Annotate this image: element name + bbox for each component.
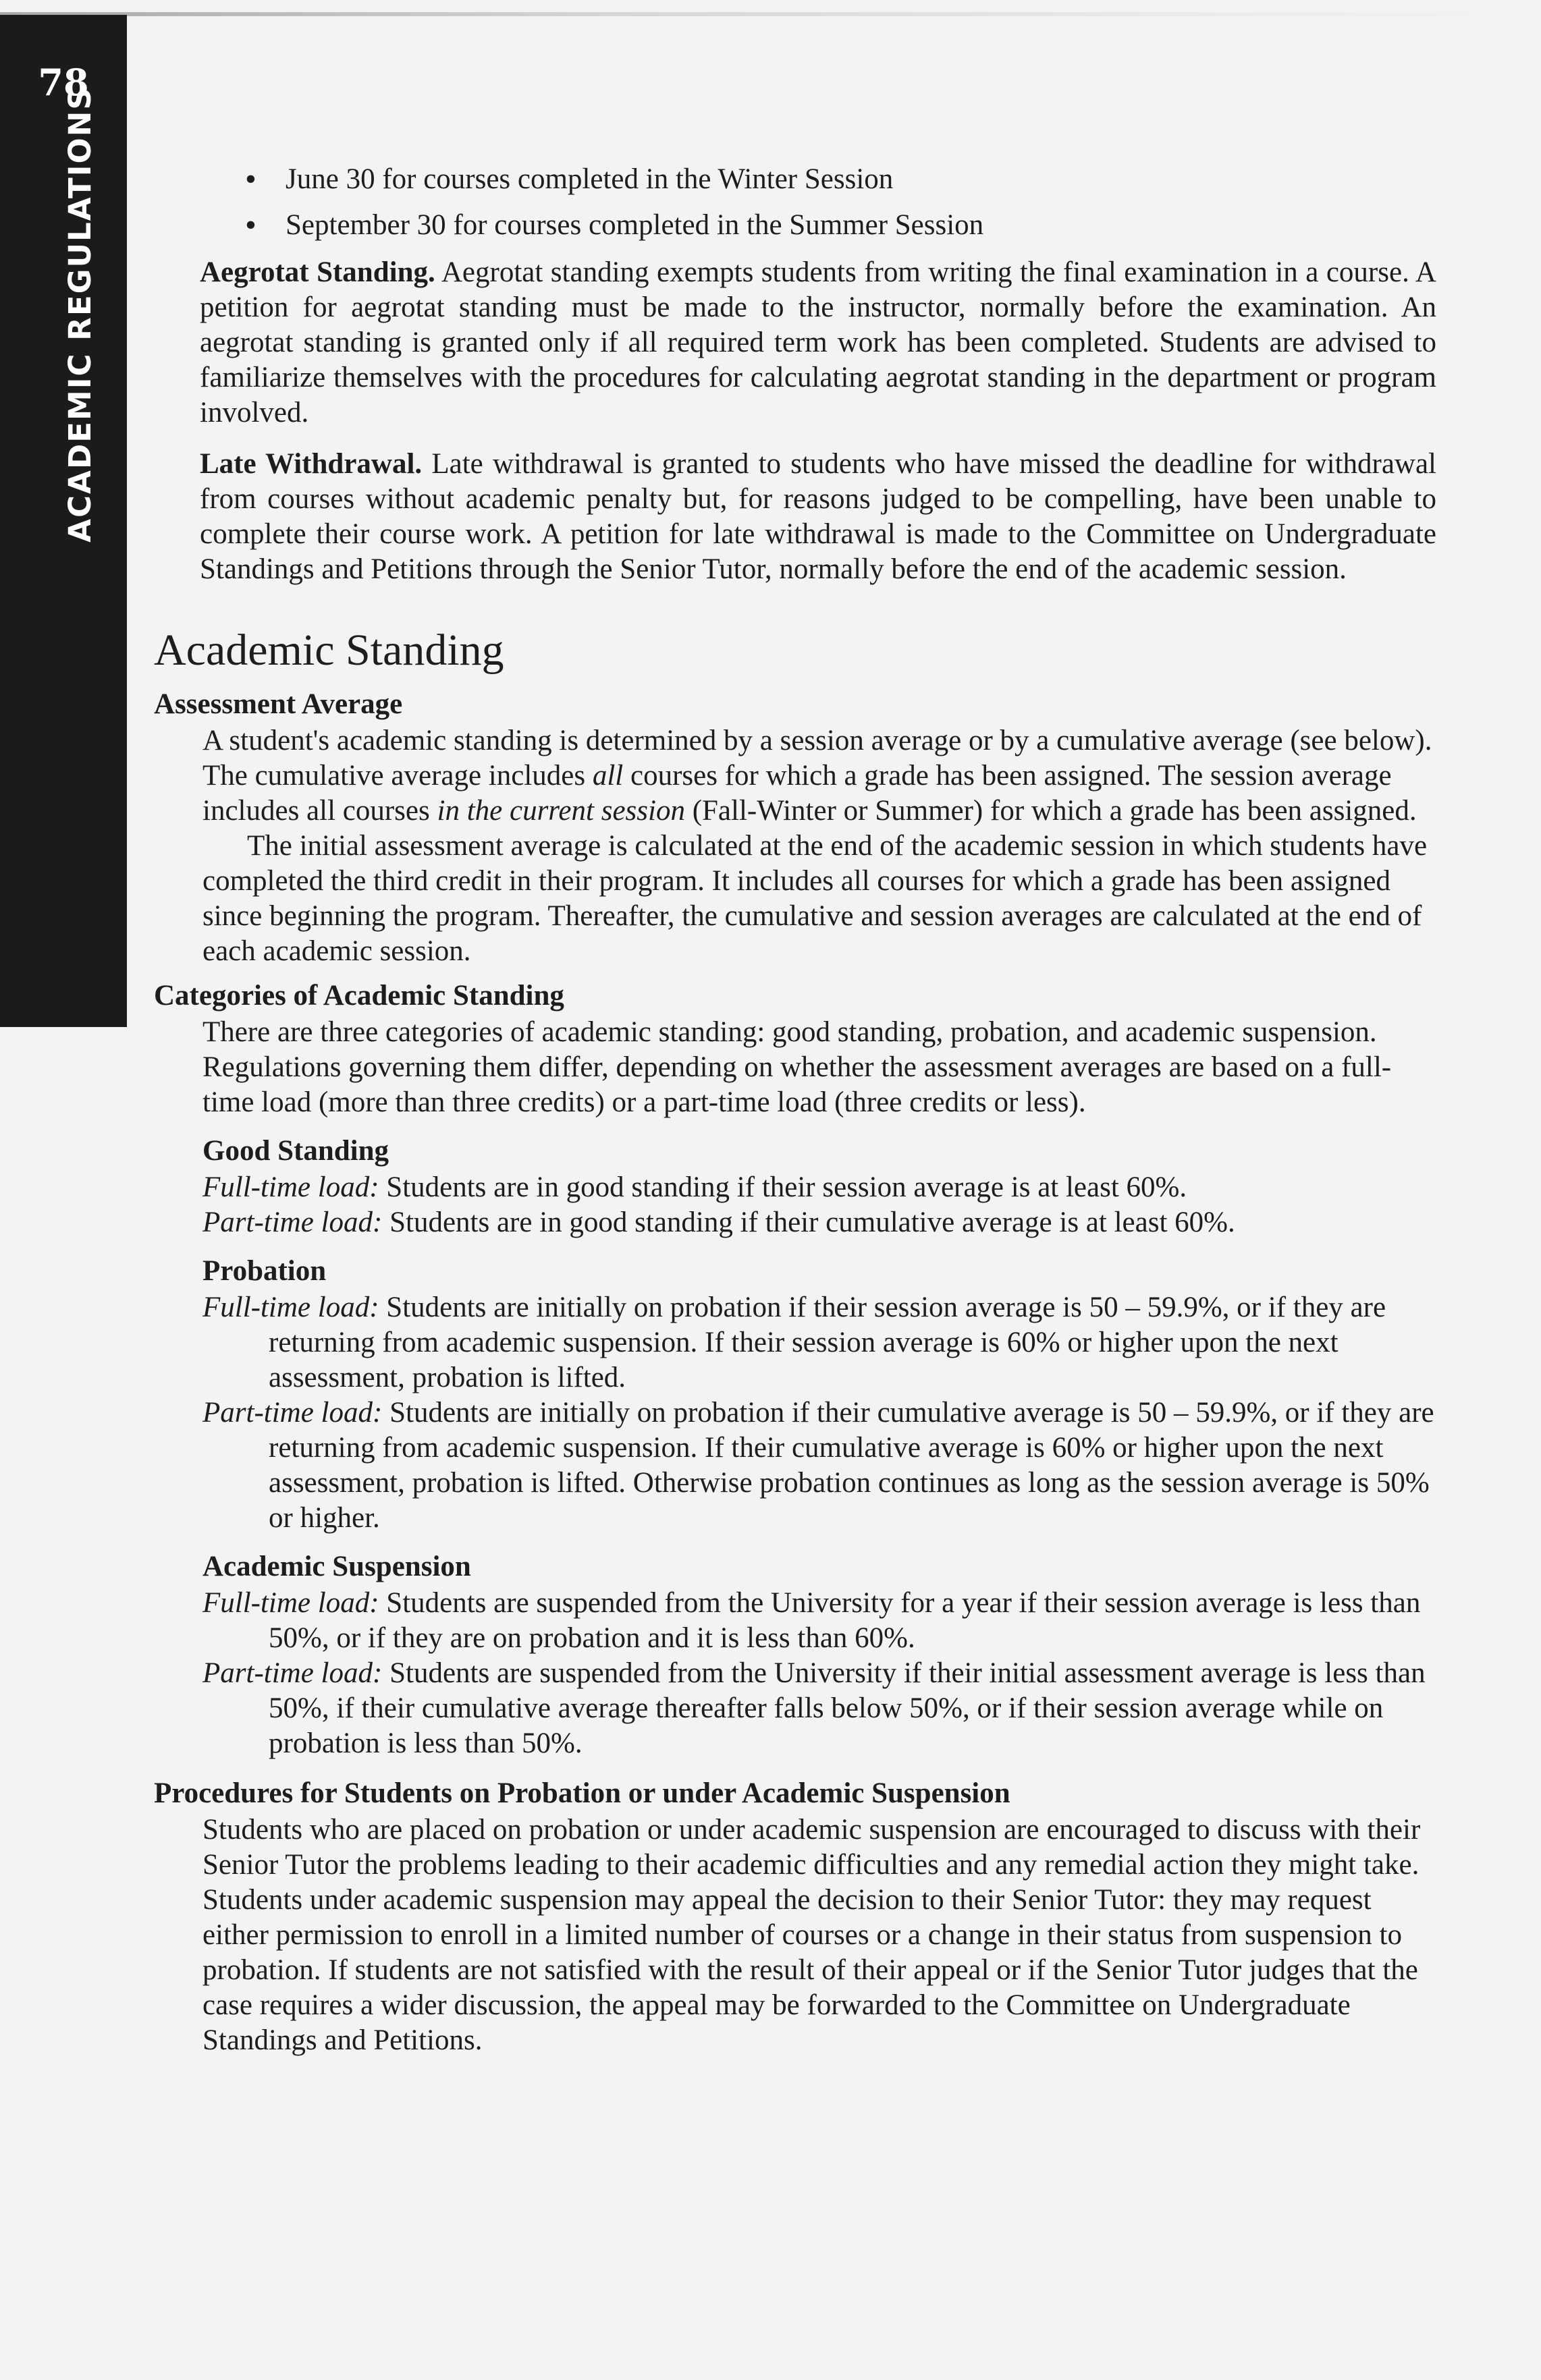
load-text: Students are suspended from the University for a year if their session average is less than 50%, or if they are on probation and it is less than 60%. [269, 1587, 1421, 1654]
suspension-full-time [154, 1586, 1436, 1656]
good-standing-heading: Good Standing [202, 1135, 389, 1167]
assessment-average-heading: Assessment Average [154, 688, 403, 720]
load-label: Part-time load: [202, 1207, 383, 1238]
load-label: Part-time load: [202, 1657, 383, 1689]
probation-part-time [154, 1395, 1436, 1536]
top-scan-rule [0, 12, 1541, 16]
emphasis: all [592, 760, 624, 792]
assessment-average-paragraph [202, 723, 1436, 829]
load-label: Full-time load: [202, 1171, 379, 1203]
categories-intro [154, 1015, 1436, 1120]
text-run: (Fall-Winter or Summer) for which a grade has been assigned. [684, 795, 1417, 827]
late-withdrawal-text: Late withdrawal is granted to students who have missed the deadline for withdrawal from courses without academic penalty but, for reasons judged to be compelling, have been unable to complete their course work. A petition for late withdrawal is made to the Committee on Undergraduate Standings and Petitions through the Senior Tutor, normally before the end of the academic session. [200, 448, 1437, 585]
page-number: 78 [38, 61, 89, 104]
load-text: Students are in good standing if their cumulative average is at least 60%. [382, 1207, 1235, 1238]
list-item: • June 30 for courses completed in the Winter Session [154, 162, 1436, 197]
categories-heading: Categories of Academic Standing [154, 980, 564, 1012]
procedures-heading: Procedures for Students on Probation or under Academic Suspension [154, 1777, 1010, 1809]
suspension-heading: Academic Suspension [202, 1551, 471, 1582]
suspension-part-time [154, 1656, 1436, 1761]
deadline-list [154, 162, 1436, 243]
assessment-average-paragraph-2: The initial assessment average is calculated at the end of the academic session in which students have completed the third credit in their program. It includes all courses for which a grade has been assigned since beginning the program. Thereafter, the cumulative and session averages are calculated at the end of each academic session. [202, 830, 1428, 967]
aegrotat-text: Aegrotat standing exempts students from writing the final examination in a course. A petition for aegrotat standing must be made to the instructor, normally before the examination. An aegrotat standing is granted only if all required term work has been completed. Students are advised to familiarize themselves with the procedures for calculating aegrotat standing in the department or program involved. [200, 256, 1436, 428]
probation-heading: Probation [202, 1255, 327, 1287]
good-standing-full-time [154, 1170, 1436, 1205]
list-item: • September 30 for courses completed in the Summer Session [154, 208, 1436, 243]
load-label: Full-time load: [202, 1292, 379, 1323]
page-content [154, 162, 1436, 2068]
load-text: Students are suspended from the University if their initial assessment average is less than 50%, if their cumulative average thereafter falls below 50%, or if their session average while on probation is less than 50%. [269, 1657, 1426, 1759]
late-withdrawal-heading: Late Withdrawal. [200, 448, 423, 480]
assessment-average-body [154, 723, 1436, 969]
procedures-body [154, 1812, 1436, 2058]
section-title: Academic Standing [154, 626, 504, 675]
aegrotat-paragraph [154, 255, 1436, 431]
load-text: Students are in good standing if their session average is at least 60%. [379, 1171, 1187, 1203]
probation-full-time [154, 1290, 1436, 1395]
load-text: Students are initially on probation if their session average is 50 – 59.9%, or if they are returning from academic suspension. If their session average is 60% or higher upon the next assessment, probation is lifted. [269, 1292, 1386, 1393]
load-label: Part-time load: [202, 1397, 383, 1429]
text-run: courses for which a grade has been assigned. The session average includes all courses [202, 760, 1392, 827]
procedures-text: Students who are placed on probation or under academic suspension are encouraged to discuss with their Senior Tutor the problems leading to their academic difficulties and any remedial action they might take. Students under academic suspension may appeal the decision to their Senior Tutor: they may request either permission to enroll in a limited number of courses or a change in their status from suspension to probation. If students are not satisfied with the result of their appeal or if the Senior Tutor judges that the case requires a wider discussion, the appeal may be forwarded to the Committee on Undergraduate Standings and Petitions. [202, 1814, 1421, 2056]
emphasis: in the current session [437, 795, 685, 827]
late-withdrawal-paragraph [154, 447, 1436, 587]
load-label: Full-time load: [202, 1587, 379, 1619]
text-run: A student's academic standing is determined by a session average or by a cumulative average (see below). The cumulative average includes [202, 725, 1432, 792]
aegrotat-heading: Aegrotat Standing. [200, 256, 435, 288]
categories-intro-text: There are three categories of academic standing: good standing, probation, and academic suspension. Regulations governing them differ, depending on whether the assessment averages are based on a full-time load (more than three credits) or a part-time load (three credits or less). [202, 1016, 1392, 1118]
section-sidebar [0, 15, 127, 1027]
section-tab-label: ACADEMIC REGULATIONS [62, 86, 98, 543]
load-text: Students are initially on probation if their cumulative average is 50 – 59.9%, or if they are returning from academic suspension. If their cumulative average is 60% or higher upon the next assessment, probation is lifted. Otherwise probation continues as long as the session average is 50% or higher. [269, 1397, 1434, 1534]
good-standing-part-time [154, 1205, 1436, 1240]
